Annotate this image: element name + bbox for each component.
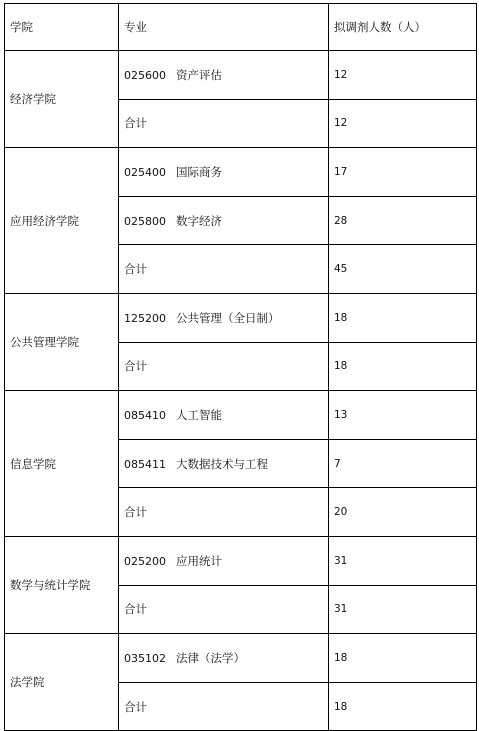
major-code: 035102 — [124, 651, 166, 665]
major-name: 合计 — [124, 359, 147, 374]
major-cell — [119, 488, 329, 537]
college-cell: 公共管理学院 — [5, 293, 119, 390]
major-name: 数字经济 — [176, 213, 222, 228]
table-row — [5, 148, 477, 197]
major-cell — [119, 51, 329, 100]
major-code: 025200 — [124, 554, 166, 568]
header-row — [5, 4, 477, 51]
count-cell: 17 — [329, 148, 477, 197]
count-cell: 18 — [329, 682, 477, 731]
major-cell — [119, 682, 329, 731]
count-cell: 31 — [329, 585, 477, 634]
major-name: 合计 — [124, 262, 147, 277]
count-cell: 31 — [329, 536, 477, 585]
major-name: 合计 — [124, 116, 147, 131]
major-cell — [119, 391, 329, 440]
major-cell — [119, 99, 329, 148]
major-name: 公共管理（全日制） — [176, 310, 280, 325]
major-code: 025400 — [124, 165, 166, 179]
major-name: 合计 — [124, 699, 147, 714]
major-name: 合计 — [124, 505, 147, 520]
header-count: 拟调剂人数（人） — [329, 4, 477, 51]
major-cell — [119, 293, 329, 342]
major-cell — [119, 634, 329, 683]
table-row — [5, 536, 477, 585]
college-cell: 数学与统计学院 — [5, 536, 119, 633]
major-code: 025600 — [124, 68, 166, 82]
table-row — [5, 391, 477, 440]
college-cell: 经济学院 — [5, 51, 119, 148]
adjustment-table — [4, 3, 477, 731]
major-code: 085411 — [124, 457, 166, 471]
major-cell — [119, 585, 329, 634]
count-cell: 18 — [329, 293, 477, 342]
major-name: 合计 — [124, 602, 147, 617]
count-cell: 7 — [329, 439, 477, 488]
college-cell: 法学院 — [5, 634, 119, 731]
table-row — [5, 293, 477, 342]
header-major: 专业 — [119, 4, 329, 51]
major-cell — [119, 196, 329, 245]
table-body — [5, 4, 477, 731]
college-cell: 信息学院 — [5, 391, 119, 537]
major-name: 资产评估 — [176, 67, 222, 82]
major-cell — [119, 342, 329, 391]
count-cell: 45 — [329, 245, 477, 294]
major-name: 国际商务 — [176, 164, 222, 179]
college-cell: 应用经济学院 — [5, 148, 119, 294]
table-row — [5, 51, 477, 100]
count-cell: 18 — [329, 634, 477, 683]
major-name: 法律（法学） — [176, 650, 245, 665]
major-name: 大数据技术与工程 — [176, 456, 268, 471]
major-cell — [119, 245, 329, 294]
header-college: 学院 — [5, 4, 119, 51]
major-cell — [119, 536, 329, 585]
count-cell: 12 — [329, 99, 477, 148]
count-cell: 18 — [329, 342, 477, 391]
count-cell: 13 — [329, 391, 477, 440]
major-code: 085410 — [124, 408, 166, 422]
major-code: 025800 — [124, 214, 166, 228]
table-row — [5, 634, 477, 683]
count-cell: 12 — [329, 51, 477, 100]
count-cell: 28 — [329, 196, 477, 245]
major-name: 应用统计 — [176, 553, 222, 568]
count-cell: 20 — [329, 488, 477, 537]
major-name: 人工智能 — [176, 407, 222, 422]
major-code: 125200 — [124, 311, 166, 325]
major-cell — [119, 439, 329, 488]
major-cell — [119, 148, 329, 197]
